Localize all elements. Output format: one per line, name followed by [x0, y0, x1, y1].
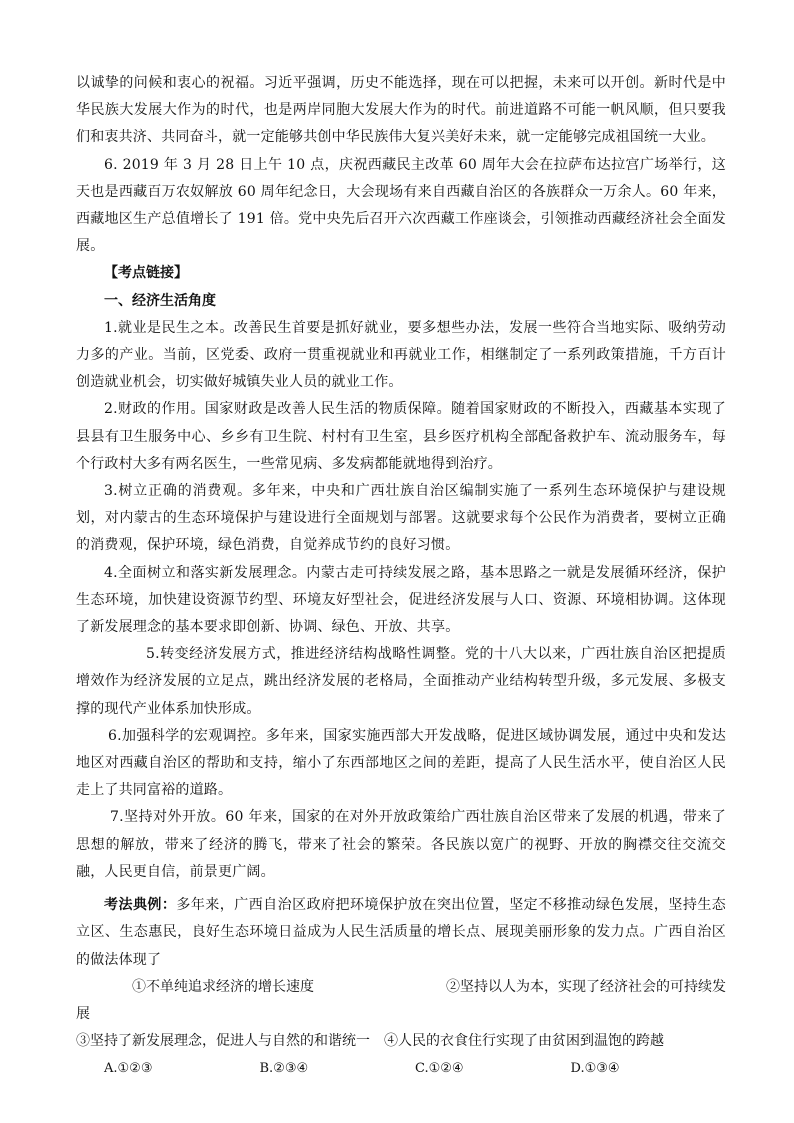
option-3: ③坚持了新发展理念，促进人与自然的和谐统一 — [76, 1033, 370, 1050]
news-item-6: 6. 2019 年 3 月 28 日上午 10 点，庆祝西藏民主改革 60 周年大会在拉萨布达拉宫广场举行，这天也是西藏百万农奴解放 60 周年纪念日，大会现场有来自西藏自治区的各族群众一万余人。60 年来，西藏地区生产总值增长了 191 倍。党中央先后召开六次西藏工作座谈会，引领推动西藏经济社会全面发展。 — [76, 156, 726, 255]
answer-choices — [76, 1055, 726, 1082]
example-stem: 多年来，广西自治区政府把环境保护放在突出位置，坚定不移推动绿色发展，坚持生态立区、生态惠民，良好生态环境日益成为人民生活质量的增长点、展现美丽形象的发力点。广西自治区的做法体现了 — [76, 897, 726, 968]
point-5: 5.转变经济发展方式，推进经济结构战略性调整。党的十八大以来，广西壮族自治区把提质增效作为经济发展的立足点，跳出经济发展的老格局，全面推动产业结构转型升级，多元发展、多极支撑的现代产业体系加快形成。 — [76, 646, 726, 717]
options-row-1-wrap: 展 — [76, 1005, 90, 1022]
point-1: 1.就业是民生之本。改善民生首要是抓好就业，要多想些办法，发展一些符合当地实际、吸纳劳动力多的产业。当前，区党委、政府一贯重视就业和再就业工作，相继制定了一系列政策措施，千方百计创造就业机会，切实做好城镇失业人员的就业工作。 — [76, 319, 726, 391]
point-2: 2.财政的作用。国家财政是改善人民生活的物质保障。随着国家财政的不断投入，西藏基本实现了县县有卫生服务中心、乡乡有卫生院、村村有卫生室，县乡医疗机构全部配备救护车、流动服务车，每个行政村大多有两名医生，一些常见病、多发病都能就地得到治疗。 — [76, 401, 726, 472]
option-1: ①不单纯追求经济的增长速度 — [132, 978, 314, 995]
example-label: 考法典例： — [104, 897, 177, 914]
choice-c[interactable]: C.①②④ — [415, 1061, 464, 1077]
choice-d[interactable]: D.①③④ — [570, 1061, 620, 1077]
choice-b[interactable]: B.②③④ — [259, 1061, 309, 1077]
choice-a[interactable]: A.①②③ — [104, 1061, 153, 1077]
options-row-2 — [76, 1028, 726, 1055]
document-page — [76, 70, 726, 1083]
section-heading: 【考点链接】 — [104, 265, 188, 282]
point-4: 4.全面树立和落实新发展理念。内蒙古走可持续发展之路，基本思路之一就是发展循环经济，保护生态环境，加快建设资源节约型、环境友好型社会，促进经济发展与人口、资源、环境相协调。这体现了新发展理念的基本要求即创新、协调、绿色、开放、共享。 — [76, 564, 726, 636]
option-2-start: ②坚持以人为本，实现了经济社会的可持续发 — [446, 978, 726, 995]
intro-paragraph: 以诚挚的问候和衷心的祝福。习近平强调，历史不能选择，现在可以把握，未来可以开创。新时代是中华民族大发展大作为的时代，也是两岸同胞大发展大作为的时代。前进道路不可能一帆风顺，但只要我们和衷共济、共同奋斗，就一定能够共创中华民族伟大复兴美好未来，就一定能够完成祖国统一大业。 — [76, 75, 726, 146]
option-4: ④人民的衣食住行实现了由贫困到温饱的跨越 — [384, 1033, 664, 1050]
options-row-1 — [76, 974, 726, 1001]
point-3: 3.树立正确的消费观。多年来，中央和广西壮族自治区编制实施了一系列生态环境保护与建设规划，对内蒙古的生态环境保护与建设进行全面规划与部署。这就要求每个公民作为消费者，要树立正确的消费观，保护环境，绿色消费，自觉养成节约的良好习惯。 — [76, 483, 726, 554]
example-question — [76, 892, 726, 974]
point-7: 7.坚持对外开放。60 年来，国家的在对外开放政策给广西壮族自治区带来了发展的机遇，带来了思想的解放，带来了经济的腾飞，带来了社会的繁荣。各民族以宽广的视野、开放的胸襟交往交流交融，人民更自信，前景更广阔。 — [76, 809, 726, 880]
point-6: 6.加强科学的宏观调控。多年来，国家实施西部大开发战略，促进区域协调发展，通过中央和发达地区对西藏自治区的帮助和支持，缩小了东西部地区之间的差距，提高了人民生活水平，使自治区人民走上了共同富裕的道路。 — [76, 727, 726, 799]
subheading-economy: 一、经济生活角度 — [104, 292, 216, 309]
